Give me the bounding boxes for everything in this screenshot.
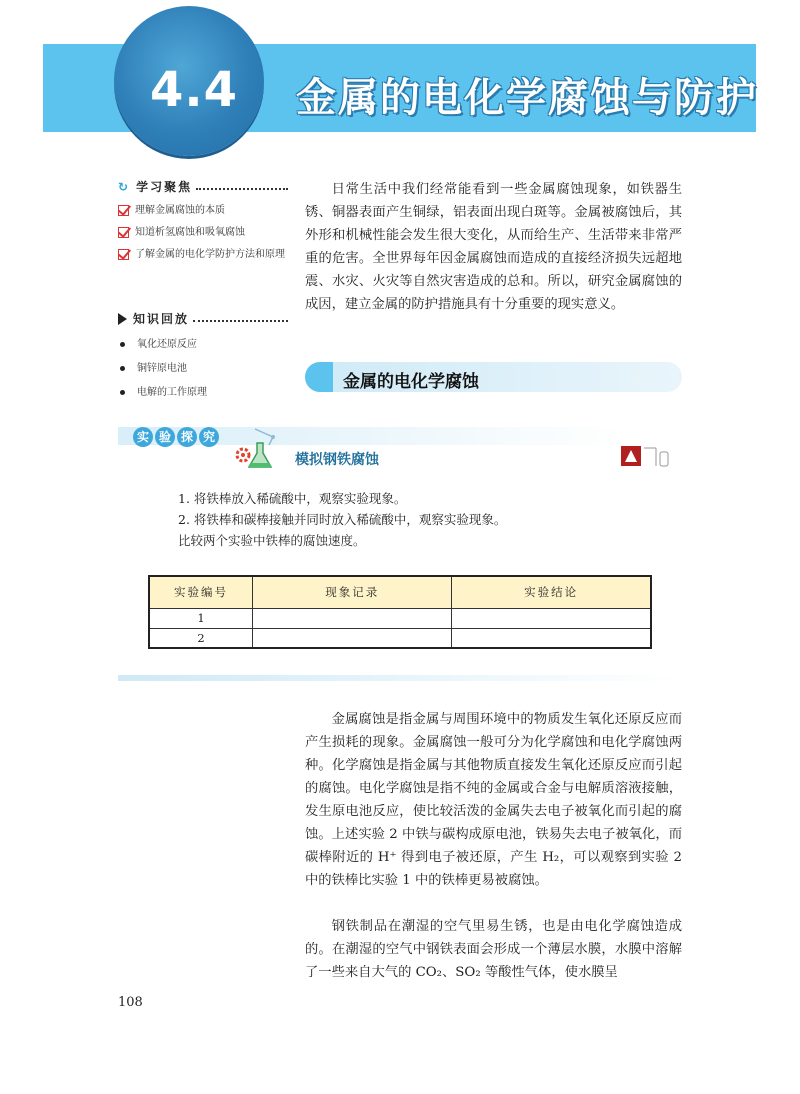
body-paragraph: 钢铁制品在潮湿的空气里易生锈，也是由电化学腐蚀造成的。在潮湿的空气中钢铁表面会形成一个薄层水膜，水膜中溶解了一些来自大气的 CO₂、SO₂ 等酸性气体，使水膜呈 <box>305 919 682 980</box>
triangle-icon <box>118 313 127 325</box>
learning-focus-header <box>118 178 288 195</box>
experiment-end-strip <box>118 675 682 681</box>
list-item: 理解金属腐蚀的本质 <box>118 203 288 218</box>
swirl-icon: ↻ <box>118 179 131 194</box>
experiment-step: 2. 将铁棒和碳棒接触并同时放入稀硫酸中，观察实验现象。 <box>178 512 507 527</box>
table-header: 实验结论 <box>452 576 651 608</box>
knowledge-review-list <box>118 337 288 400</box>
checkbox-icon <box>118 205 129 216</box>
sidebar-learning-focus <box>118 178 288 269</box>
flask-gear-icon <box>233 425 281 473</box>
experiment-step: 1. 将铁棒放入稀硫酸中，观察实验现象。 <box>178 491 407 506</box>
table-row <box>149 608 651 628</box>
experiment-title: 模拟钢铁腐蚀 <box>295 452 379 468</box>
chapter-number: 4.4 <box>150 62 239 118</box>
experiment-badge: 实 验 探 究 <box>133 427 219 447</box>
experiment-table <box>148 575 652 649</box>
list-item: 知道析氢腐蚀和吸氧腐蚀 <box>118 225 288 240</box>
experiment-steps <box>178 488 506 551</box>
table-cell: 2 <box>149 628 253 648</box>
table-header: 实验编号 <box>149 576 253 608</box>
learning-focus-title: 学习聚焦 <box>136 180 193 194</box>
table-header: 现象记录 <box>253 576 452 608</box>
table-cell <box>452 608 651 628</box>
experiment-marker-icon <box>620 444 674 470</box>
list-item: 铜锌原电池 <box>118 361 288 376</box>
table-cell <box>253 628 452 648</box>
list-item: 了解金属的电化学防护方法和原理 <box>118 247 288 262</box>
page-number: 108 <box>118 995 143 1010</box>
experiment-step: 比较两个实验中铁棒的腐蚀速度。 <box>178 533 366 548</box>
table-row <box>149 628 651 648</box>
section-title: 金属的电化学腐蚀 <box>343 372 479 392</box>
list-item: 氧化还原反应 <box>118 337 288 352</box>
chapter-title: 金属的电化学腐蚀与防护 <box>296 75 758 121</box>
table-cell <box>452 628 651 648</box>
table-cell <box>253 608 452 628</box>
knowledge-review-header <box>118 310 288 327</box>
knowledge-review-title: 知识回放 <box>133 312 190 326</box>
checkbox-icon <box>118 249 129 260</box>
table-header-row <box>149 576 651 608</box>
intro-paragraph: 日常生活中我们经常能看到一些金属腐蚀现象，如铁器生锈、铜器表面产生铜绿，铝表面出现白斑等。金属被腐蚀后，其外形和机械性能会发生很大变化，从而给生产、生活带来非常严重的危害。全世界每年因金属腐蚀而造成的直接经济损失远超地震、水灾、火灾等自然灾害造成的总和。所以，研究金属腐蚀的成因，建立金属的防护措施具有十分重要的现实意义。 <box>305 182 682 312</box>
list-item: 电解的工作原理 <box>118 385 288 400</box>
learning-focus-list <box>118 203 288 262</box>
sidebar-knowledge-review <box>118 310 288 407</box>
body-paragraph: 金属腐蚀是指金属与周围环境中的物质发生氧化还原反应而产生损耗的现象。金属腐蚀一般可分为化学腐蚀和电化学腐蚀两种。化学腐蚀是指金属与其他物质直接发生氧化还原反应而引起的腐蚀。电化学腐蚀是指不纯的金属或合金与电解质溶液接触，发生原电池反应，使比较活泼的金属失去电子被氧化而引起的腐蚀。上述实验 2 中铁与碳构成原电池，铁易失去电子被氧化，而碳棒附近的 H⁺ 得到电子被还原，产生 H₂，可以观察到实验 2 中的铁棒比实验 1 中的铁棒更易被腐蚀。 <box>305 712 682 888</box>
table-cell: 1 <box>149 608 253 628</box>
checkbox-icon <box>118 227 129 238</box>
